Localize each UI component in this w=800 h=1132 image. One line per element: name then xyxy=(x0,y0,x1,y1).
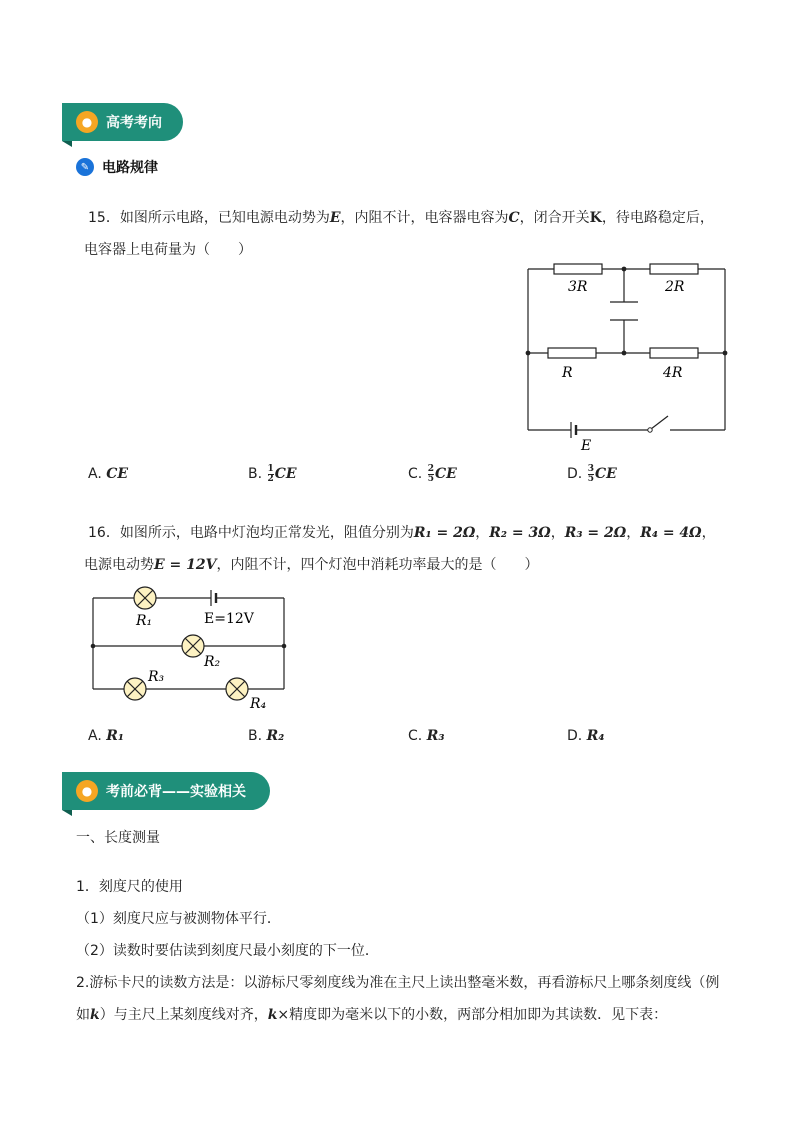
q15-circuit-diagram xyxy=(520,258,732,458)
item-ruler-usage: 1．刻度尺的使用 xyxy=(76,879,183,895)
subheading-text: 电路规律 xyxy=(102,160,158,176)
label-R2: R₂ xyxy=(204,654,221,670)
q15-line1: 15．如图所示电路，已知电源电动势为E，内阻不计，电容器电容为C，闭合开关K，待电路稳定后， xyxy=(88,210,714,226)
fraction: $\frac{1}{2}$ xyxy=(267,463,274,484)
lamp-R1 xyxy=(134,587,156,609)
junction-dot xyxy=(622,351,627,356)
lamp-R2 xyxy=(182,635,204,657)
section-tag-must-memorize xyxy=(62,772,270,810)
q16-option-d[interactable]: D. R₄ xyxy=(567,728,605,744)
q16-line1: 16．如图所示，电路中灯泡均正常发光，阻值分别为R₁ = 2Ω，R₂ = 3Ω，R₃ = 2Ω，R₄ = 4Ω， xyxy=(88,525,716,541)
q15-option-c[interactable]: C. $\frac{2}{5}$ CE xyxy=(408,463,457,484)
fraction: $\frac{2}{5}$ xyxy=(427,463,434,484)
q16-option-c[interactable]: C. R₃ xyxy=(408,728,445,744)
item-vernier-line1: 2.游标卡尺的读数方法是：以游标尺零刻度线为准在主尺上读出整毫米数，再看游标尺上哪条刻度线（例 xyxy=(76,975,720,991)
item-ruler-parallel: （1）刻度尺应与被测物体平行． xyxy=(76,911,281,927)
tag-flap xyxy=(62,810,72,816)
section-title: 考前必背——实验相关 xyxy=(106,784,246,800)
section-title: 高考考向 xyxy=(106,115,162,131)
subheading xyxy=(76,157,158,177)
label-E: E xyxy=(581,438,592,454)
junction-dot xyxy=(622,267,627,272)
q15-option-b[interactable]: B. $\frac{1}{2}$ CE xyxy=(248,463,297,484)
item-vernier-line2: 如k）与主尺上某刻度线对齐，k×精度即为毫米以下的小数，两部分相加即为其读数．见下表： xyxy=(76,1007,668,1023)
q16-circuit-diagram xyxy=(86,582,292,712)
q15-option-d[interactable]: D. $\frac{3}{5}$ CE xyxy=(567,463,617,484)
lightbulb-icon: ● xyxy=(76,111,98,133)
label-E12V: E=12V xyxy=(204,611,254,627)
junction-dot xyxy=(723,351,728,356)
q15-line2: 电容器上电荷量为（ ） xyxy=(84,242,252,258)
fraction: $\frac{3}{5}$ xyxy=(587,463,594,484)
switch-contact xyxy=(648,428,652,432)
label-R1: R₁ xyxy=(136,613,153,629)
q16-option-b[interactable]: B. R₂ xyxy=(248,728,285,744)
pencil-icon: ✎ xyxy=(76,158,94,176)
section-tag-exam-direction xyxy=(62,103,183,141)
label-R4: R₄ xyxy=(250,696,267,712)
junction-dot xyxy=(526,351,531,356)
label-3R: 3R xyxy=(568,279,588,295)
label-2R: 2R xyxy=(665,279,685,295)
lamp-R4 xyxy=(226,678,248,700)
lamp-R3 xyxy=(124,678,146,700)
label-R: R xyxy=(562,365,573,381)
heading-length-measurement: 一、长度测量 xyxy=(76,830,160,846)
q16-option-a[interactable]: A. R₁ xyxy=(88,728,125,744)
junction-dot xyxy=(282,644,287,649)
q16-line2: 电源电动势E = 12V，内阻不计，四个灯泡中消耗功率最大的是（ ） xyxy=(84,557,539,573)
lightbulb-icon: ● xyxy=(76,780,98,802)
q15-option-a[interactable]: A. CE xyxy=(88,466,129,482)
item-ruler-estimate: （2）读数时要估读到刻度尺最小刻度的下一位． xyxy=(76,943,379,959)
tag-flap xyxy=(62,141,72,147)
label-R3: R₃ xyxy=(148,669,165,685)
label-4R: 4R xyxy=(663,365,683,381)
junction-dot xyxy=(91,644,96,649)
